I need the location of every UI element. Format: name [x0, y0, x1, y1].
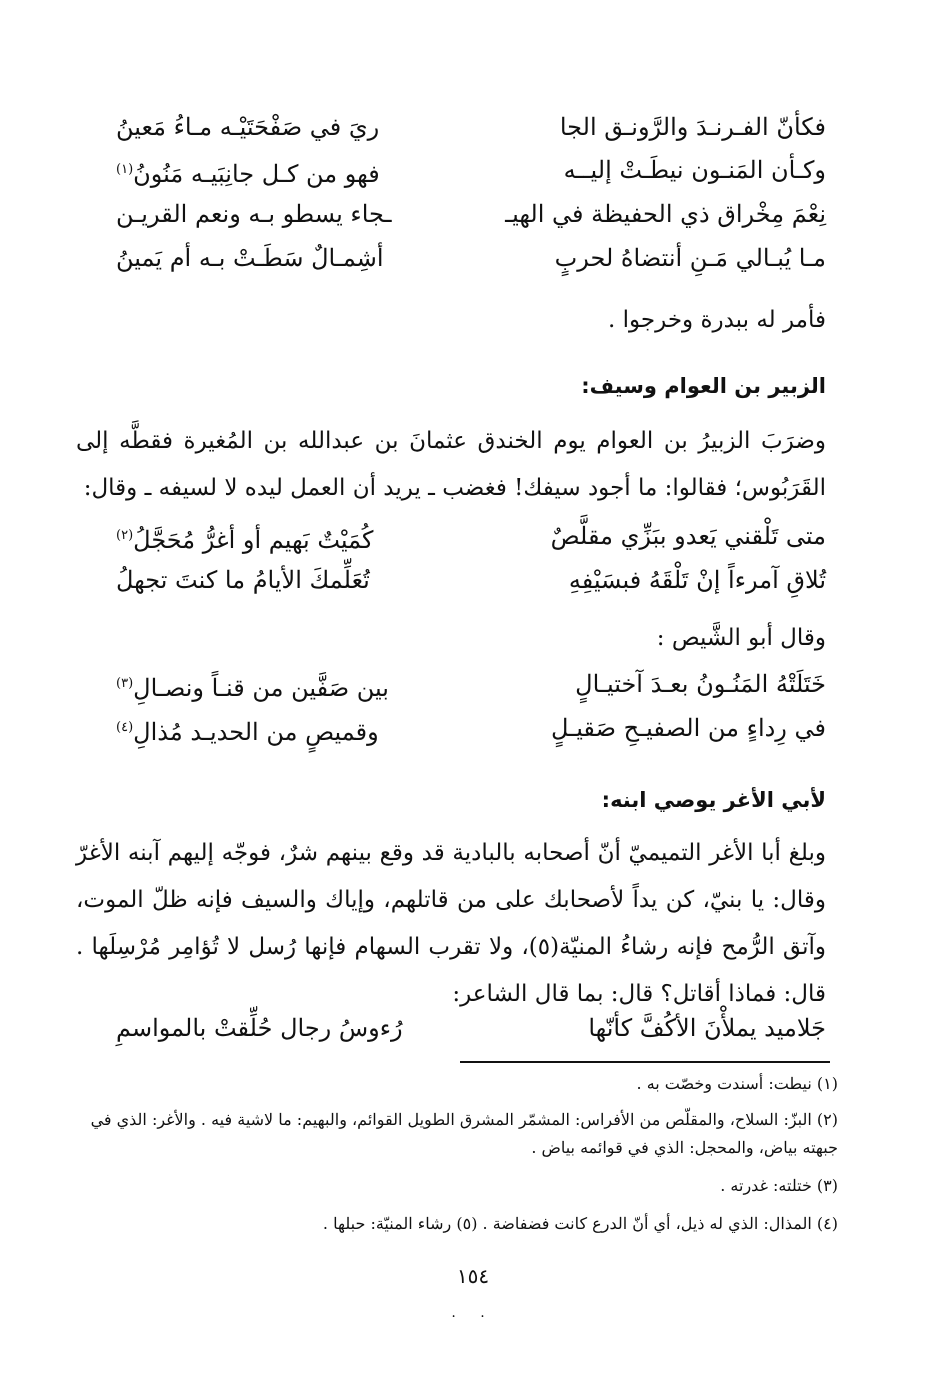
verse-hemistich-first: جَلاميد يملأْنَ الأكُفَّ كأنّها: [588, 1014, 826, 1042]
footnote-marker: (٣): [116, 676, 134, 691]
footnote-marker: (٢): [116, 528, 134, 543]
verse-hemistich-second: ريَ في صَفْحَتَيْـه مـاءُ مَعينُ: [116, 113, 380, 141]
footnote: (٢) البزّ: السلاح، والمقلّص من الأفراس: المشمّر المشرق الطويل القوائم، والبهيم: ما لاشية فيه . والأغر: الذي في جبهته بياض، والمحجل: الذي في قوائمه بياض .: [90, 1110, 838, 1157]
footnote: (٣) ختلته: غدرته .: [720, 1176, 838, 1195]
verse-hemistich-first: مـا يُبـالي مَـنِ أنتضاهُ لحربٍ: [554, 244, 826, 272]
verse-text: بين صَفَّين من قنـاً ونصـالِ: [133, 674, 389, 702]
verse-hemistich-first: خَتَلَتْهُ المَنُـونُ بعـدَ آختيـالٍ: [575, 670, 826, 698]
verse-line: [116, 1006, 826, 1050]
verse-line: [116, 148, 826, 192]
section-heading: الزبير بن العوام وسيف:: [581, 374, 826, 398]
body-text: فأمر له ببدرة وخرجوا .: [608, 307, 826, 333]
paragraph: وضرَبَ الزبيرُ بن العوام يوم الخندق عثمانَ بن عبدالله بن المُغيرة فقطَّه إلى القَرَبُوس؛ فقالوا: ما أجود سيفك! فغضب ـ يريد أن العمل ليده لا لسيفه ـ وقال:: [76, 428, 826, 501]
verse-hemistich-second: [116, 706, 379, 754]
verse-hemistich-first: نِعْمَ مِخْراق ذي الحفيظة في الهيـ: [505, 200, 826, 228]
verse-hemistich-second: أشِمـالٌ سَطَـتْ بـه أم يَمينُ: [116, 244, 384, 272]
verse-text: وقميصٍ من الحديـد مُذالِ: [133, 718, 379, 746]
verse-hemistich-second: ـجاء يسطو بـه ونعم القريـن: [116, 200, 392, 228]
verse-hemistich-second: [116, 662, 389, 710]
verse-hemistich-first: وكـأن المَنـون نيطَـتْ إليــه: [563, 156, 826, 184]
section-heading: لأبي الأغر يوصي ابنه:: [601, 788, 826, 812]
verse-line: [116, 514, 826, 558]
verse-hemistich-second: رُءوسُ رجال حُلِّقتْ بالمواسمِ: [116, 1014, 403, 1042]
verse-line: [116, 192, 826, 236]
verse-line: [116, 558, 826, 602]
footnote: (١) نيطت: أسندت وخصّت به .: [636, 1074, 838, 1093]
paragraph: وبلغ أبا الأغر التميميّ أنّ أصحابه بالبادية قد وقع بينهم شرٌ، فوجّه إليهم آبنه الأغرّ وقال: يا بنيّ، كن يداً لأصحابك على من قاتلهم، وإياك والسيف فإنه ظلّ الموت، وآتق الرُّمح فإنه رشاءُ المنيّة(٥)، ولا تقرب السهام فإنها رُسل لا تُؤامِر مُرْسِلَها . قال: فماذا أقاتل؟ قال: بما قال الشاعر:: [76, 840, 826, 1007]
verse-line: [116, 706, 826, 750]
footnote-marker: (٤): [116, 720, 134, 735]
body-text: وقال أبو الشَّيص :: [656, 625, 826, 651]
footnote: (٤) المذال: الذي له ذيل، أي أنّ الدرع كانت فضفاضة . (٥) رشاء المنيّة: حبلها .: [322, 1214, 838, 1233]
verse-hemistich-first: متى تَلْقني يَعدو ببَزِّي مقلَّصٌ: [550, 522, 826, 550]
verse-line: [116, 662, 826, 706]
verse-hemistich-first: فكأنّ الفـرنـدَ والرَّونـق الجا: [559, 113, 826, 141]
verse-line: [116, 236, 826, 280]
verse-hemistich-second: [116, 514, 373, 562]
verse-text: كُمَيْتٌ بَهيم أو أغرُّ مُحَجَّلُ: [133, 526, 374, 554]
bottom-mark: . .: [451, 1305, 495, 1321]
verse-hemistich-first: تُلاقِ آمرءاً إنْ تَلْقَهُ فبسَيْفِهِ: [568, 566, 826, 594]
verse-text: فهو من كـل جانِبَيـه مَنُونُ: [133, 160, 380, 188]
page-number: ١٥٤: [456, 1264, 490, 1288]
footnote-marker: (١): [116, 162, 134, 177]
verse-hemistich-second: تُعَلِّمكَ الأيامُ ما كنتَ تجهلُ: [116, 566, 370, 594]
verse-line: [116, 105, 826, 149]
verse-hemistich-first: في رِداءٍ من الصفيـحِ صَقيـلٍ: [550, 714, 826, 742]
footnote-divider: [460, 1061, 830, 1063]
verse-hemistich-second: [116, 148, 380, 196]
